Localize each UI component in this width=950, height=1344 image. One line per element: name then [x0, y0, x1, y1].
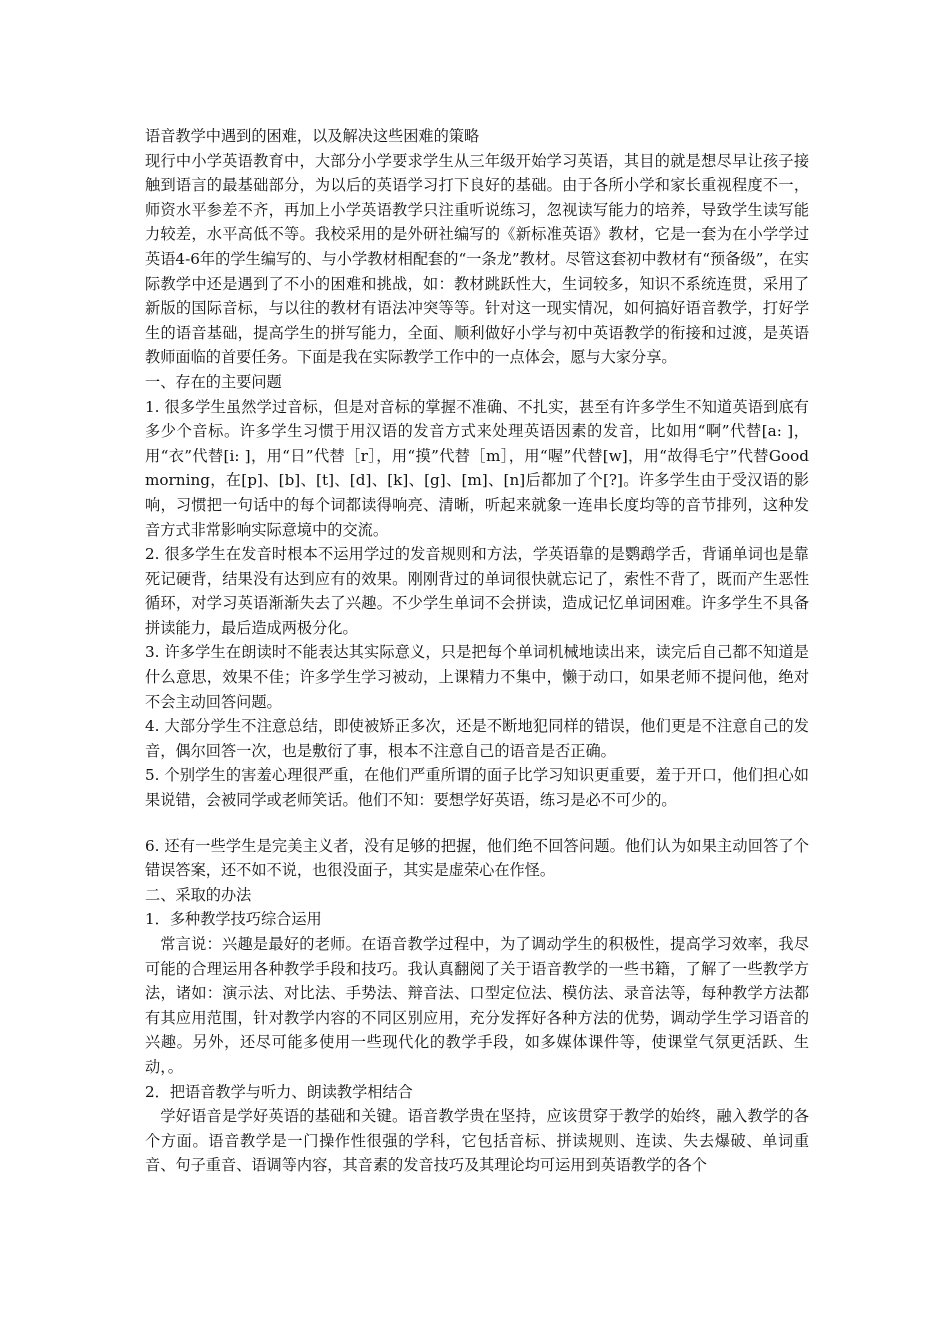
section-heading-methods: 二、采取的办法: [145, 885, 252, 904]
document-title: 语音教学中遇到的困难，以及解决这些困难的策略: [145, 127, 480, 145]
intro-paragraph: 现行中小学英语教育中，大部分小学要求学生从三年级开始学习英语，其目的就是想尽早让孩子接触到语言的最基础部分，为以后的英语学习打下良好的基础。由于各所小学和家长重视程度不一，师资水平参差不齐，再加上小学英语教学只注重听说练习，忽视读写能力的培养，导致学生读写能力较差，水平高低不等。我校采用的是外研社编写的《新标准英语》教材，它是一套为在小学学过英语4-6年的学生编写的、与小学教材相配套的“一条龙”教材。尽管这套初中教材有“预备级”，在实际教学中还是遇到了不小的困难和挑战，如：教材跳跃性大，生词较多，知识不系统连贯，采用了新版的国际音标，与以往的教材有语法冲突等等。针对这一现实情况，如何搞好语音教学，打好学生的语音基础，提高学生的拼写能力，全面、顺利做好小学与初中英语教学的衔接和过渡，是英语教师面临的首要任务。下面是我在实际教学工作中的一点体会，愿与大家分享。: [145, 151, 809, 367]
problem-item-4: 4. 大部分学生不注意总结，即使被矫正多次，还是不断地犯同样的错误，他们更是不注意自己的发音，偶尔回答一次，也是敷衍了事，根本不注意自己的语音是否正确。: [145, 717, 809, 760]
document-page: [145, 124, 809, 1178]
problem-item-5: 5. 个别学生的害羞心理很严重，在他们严重所谓的面子比学习知识更重要，羞于开口，他们担心如果说错，会被同学或老师笑话。他们不知：要想学好英语，练习是必不可少的。: [145, 766, 809, 810]
problem-item-1: 1. 很多学生虽然学过音标，但是对音标的掌握不准确、不扎实，甚至有许多学生不知道英语到底有多少个音标。许多学生习惯于用汉语的发音方式来处理英语因素的发音，比如用“啊”代替[a: ]，用“衣”代替[i: ]，用“日”代替［r］，用“摸”代替［m］，用“喔”代替[w]，用“故得毛宁”代替Good morning，在[p]、[b]、[t]、[d]、[k]、[g]、[m]、[n]后都加了个[?]。许多学生由于受汉语的影响，习惯把一句话中的每个词都读得响亮、清晰，听起来就象一连串长度均等的音节排列，这种发音方式非常影响实际意境中的交流。: [145, 397, 809, 539]
method-paragraph-2: 学好语音是学好英语的基础和关键。语音教学贵在坚持，应该贯穿于教学的始终，融入教学的各个方面。语音教学是一门操作性很强的学科，它包括音标、拼读规则、连读、失去爆破、单词重音、句子重音、语调等内容，其音素的发音技巧及其理论均可运用到英语教学的各个: [145, 1107, 809, 1175]
section-heading-problems: 一、存在的主要问题: [145, 372, 282, 391]
problem-item-6: 6. 还有一些学生是完美主义者，没有足够的把握，他们绝不回答问题。他们认为如果主动回答了个错误答案，还不如不说，也很没面子，其实是虚荣心在作怪。: [145, 836, 809, 880]
problem-item-3: 3. 许多学生在朗读时不能表达其实际意义，只是把每个单词机械地读出来，读完后自己都不知道是什么意思，效果不佳；许多学生学习被动，上课精力不集中，懒于动口，如果老师不提问他，绝对不会主动回答问题。: [145, 643, 809, 711]
problem-item-2: 2. 很多学生在发音时根本不运用学过的发音规则和方法，学英语靠的是鹦鹉学舌，背诵单词也是靠死记硬背，结果没有达到应有的效果。刚刚背过的单词很快就忘记了，索性不背了，既而产生恶性循环，对学习英语渐渐失去了兴趣。不少学生单词不会拼读，造成记忆单词困难。许多学生不具备拼读能力，最后造成两极分化。: [145, 545, 809, 637]
method-heading-2: 2．把语音教学与听力、朗读教学相结合: [145, 1082, 413, 1101]
method-paragraph-1: 常言说：兴趣是最好的老师。在语音教学过程中，为了调动学生的积极性，提高学习效率，我尽可能的合理运用各种教学手段和技巧。我认真翻阅了关于语音教学的一些书籍，了解了一些教学方法，诸如：演示法、对比法、手势法、辩音法、口型定位法、模仿法、录音法等，每种教学方法都有其应用范围，针对教学内容的不同区别应用，充分发挥好各种方法的优势，调动学生学习语音的兴趣。另外，还尽可能多使用一些现代化的教学手段，如多媒体课件等，使课堂气氛更活跃、生动，。: [145, 935, 809, 1076]
method-heading-1: 1．多种教学技巧综合运用: [145, 910, 322, 929]
